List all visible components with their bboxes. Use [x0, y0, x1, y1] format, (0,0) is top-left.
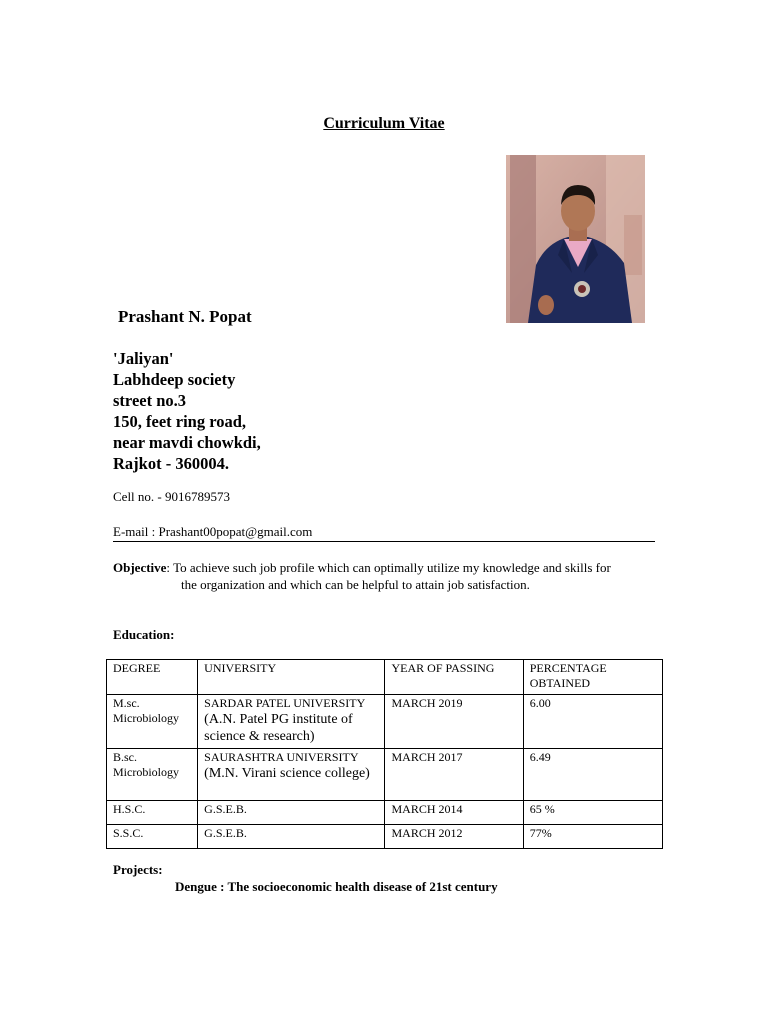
cell-university: G.S.E.B. — [198, 801, 385, 825]
cell-percentage: 77% — [523, 825, 662, 849]
objective-text-line-2: the organization and which can be helpful to attain job satisfaction. — [181, 577, 530, 592]
column-header-university: UNIVERSITY — [198, 660, 385, 695]
address-line: 'Jaliyan' — [113, 349, 174, 368]
projects-heading: Projects: — [113, 862, 163, 877]
address-line: street no.3 — [113, 391, 187, 410]
divider-line — [113, 541, 655, 542]
objective-separator: : — [166, 560, 174, 575]
column-header-degree: DEGREE — [107, 660, 198, 695]
cell-year: MARCH 2014 — [385, 801, 523, 825]
cell-number: Cell no. - 9016789573 — [113, 489, 230, 504]
profile-photo — [506, 155, 645, 323]
objective-label: Objective — [113, 560, 167, 575]
objective-text-line-1: To achieve such job profile which can optimally utilize my knowledge and skills for — [173, 560, 611, 575]
university-institute: (M.N. Virani science college) — [204, 766, 370, 781]
address-line: Labhdeep society — [113, 370, 236, 389]
university-name: SARDAR PATEL UNIVERSITY — [204, 696, 366, 710]
project-item: Dengue : The socioeconomic health disease of 21st century — [175, 879, 498, 894]
address-line: Rajkot - 360004. — [113, 454, 229, 473]
cell-degree: M.sc. Microbiology — [107, 695, 198, 749]
table-row — [107, 695, 663, 749]
column-header-percentage: PERCENTAGE OBTAINED — [523, 660, 662, 695]
cell-university — [198, 695, 385, 749]
cell-percentage: 6.49 — [523, 749, 662, 801]
objective-section — [113, 559, 658, 593]
address-block — [113, 348, 261, 474]
email-address[interactable]: E-mail : Prashant00popat@gmail.com — [113, 524, 313, 539]
education-table — [106, 659, 663, 849]
document-title: Curriculum Vitae — [323, 115, 445, 132]
cell-university: G.S.E.B. — [198, 825, 385, 849]
cell-year: MARCH 2019 — [385, 695, 523, 749]
cell-percentage: 6.00 — [523, 695, 662, 749]
candidate-name: Prashant N. Popat — [118, 307, 252, 326]
address-line: 150, feet ring road, — [113, 412, 247, 431]
address-line: near mavdi chowkdi, — [113, 433, 261, 452]
university-name: SAURASHTRA UNIVERSITY — [204, 750, 359, 764]
cell-percentage: 65 % — [523, 801, 662, 825]
cell-year: MARCH 2012 — [385, 825, 523, 849]
profile-photo-image — [506, 155, 645, 323]
table-row — [107, 825, 663, 849]
table-row — [107, 801, 663, 825]
cell-degree: S.S.C. — [107, 825, 198, 849]
table-header-row — [107, 660, 663, 695]
cell-year: MARCH 2017 — [385, 749, 523, 801]
education-heading: Education: — [113, 627, 175, 642]
column-header-year: YEAR OF PASSING — [385, 660, 523, 695]
table-row — [107, 749, 663, 801]
university-institute: (A.N. Patel PG institute of science & research) — [204, 712, 353, 744]
cell-university — [198, 749, 385, 801]
cell-degree: H.S.C. — [107, 801, 198, 825]
cell-degree: B.sc. Microbiology — [107, 749, 198, 801]
